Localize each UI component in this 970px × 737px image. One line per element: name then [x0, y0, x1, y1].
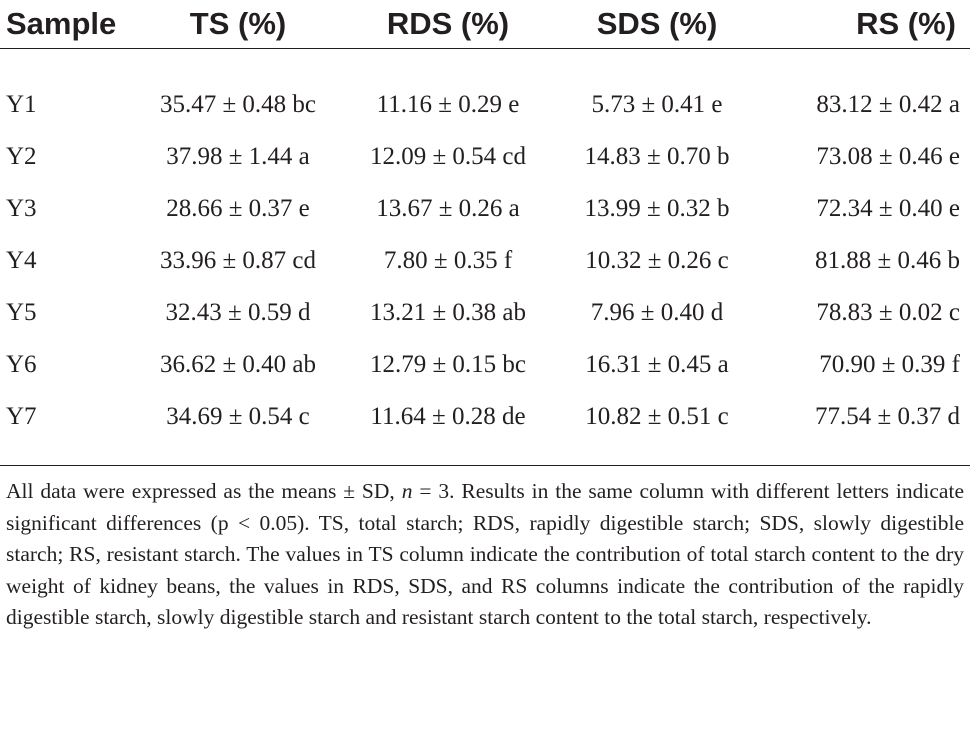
cell-rs: 73.08 ± 0.46 e	[816, 143, 960, 170]
cell-ts: 28.66 ± 0.37 e	[166, 195, 310, 222]
cell-rds: 12.09 ± 0.54 cd	[369, 143, 527, 170]
table-header	[0, 0, 970, 49]
cell-rds: 13.21 ± 0.38 ab	[369, 299, 527, 326]
header-row	[0, 0, 970, 49]
table-row	[0, 131, 970, 183]
footnote-part-1: All data were expressed as the means ± SD,	[6, 479, 402, 503]
footnote-part-2: = 3. Results in the same column with different letters indicate significant differences (p < 0.05). TS, total starch; RDS, rapidly digestible starch; SDS, slowly digestible starch; RS, resistant starch. The values in TS column indicate the contribution of total starch content to the dry weight of kidney beans, the values in RDS, SDS, and RS columns indicate the contribution of the rapidly digestible starch, slowly digestible starch and resistant starch content to the total starch, respectively.	[6, 479, 964, 629]
cell-sds: 10.82 ± 0.51 c	[585, 403, 729, 430]
cell-rs: 70.90 ± 0.39 f	[819, 351, 960, 378]
cell-sample: Y3	[6, 195, 37, 222]
cell-sample: Y7	[6, 403, 37, 430]
footnote-n-symbol: n	[401, 479, 413, 503]
bottom-spacer	[0, 443, 970, 466]
header-sample: Sample	[6, 6, 117, 41]
cell-sds: 16.31 ± 0.45 a	[585, 351, 729, 378]
cell-ts: 32.43 ± 0.59 d	[165, 299, 311, 326]
table-row	[0, 339, 970, 391]
table-row	[0, 183, 970, 235]
header-ts: TS (%)	[189, 6, 287, 41]
cell-rds: 13.67 ± 0.26 a	[376, 195, 520, 222]
cell-rds: 11.16 ± 0.29 e	[376, 91, 520, 118]
header-spacer	[0, 49, 970, 79]
cell-rs: 78.83 ± 0.02 c	[816, 299, 960, 326]
cell-sds: 14.83 ± 0.70 b	[584, 143, 730, 170]
header-sds: SDS (%)	[596, 6, 718, 41]
cell-rds: 12.79 ± 0.15 bc	[369, 351, 527, 378]
bottom-rule-line	[0, 466, 970, 467]
table-row	[0, 79, 970, 131]
cell-sample: Y2	[6, 143, 37, 170]
cell-rs: 83.12 ± 0.42 a	[816, 91, 960, 118]
table-row	[0, 287, 970, 339]
table-end-section	[0, 443, 970, 466]
cell-sample: Y1	[6, 91, 37, 118]
cell-ts: 37.98 ± 1.44 a	[166, 143, 310, 170]
cell-sds: 7.96 ± 0.40 d	[590, 299, 724, 326]
cell-rs: 72.34 ± 0.40 e	[816, 195, 960, 222]
header-rds: RDS (%)	[386, 6, 510, 41]
table-row	[0, 391, 970, 443]
cell-sds: 10.32 ± 0.26 c	[585, 247, 729, 274]
cell-sample: Y5	[6, 299, 37, 326]
cell-rds: 11.64 ± 0.28 de	[370, 403, 526, 430]
cell-rs: 81.88 ± 0.46 b	[815, 247, 960, 274]
cell-rds: 7.80 ± 0.35 f	[383, 247, 513, 274]
bottom-rule	[0, 466, 970, 467]
table-footnote	[6, 476, 964, 634]
header-rs: RS (%)	[856, 6, 956, 41]
cell-sample: Y4	[6, 247, 37, 274]
cell-sample: Y6	[6, 351, 37, 378]
table-rule-section	[0, 49, 970, 80]
table-body	[0, 79, 970, 443]
cell-rs: 77.54 ± 0.37 d	[815, 403, 960, 430]
cell-sds: 5.73 ± 0.41 e	[591, 91, 723, 118]
table-row	[0, 235, 970, 287]
cell-sds: 13.99 ± 0.32 b	[584, 195, 730, 222]
cell-ts: 33.96 ± 0.87 cd	[159, 247, 317, 274]
cell-ts: 35.47 ± 0.48 bc	[159, 91, 317, 118]
cell-ts: 34.69 ± 0.54 c	[166, 403, 310, 430]
cell-ts: 36.62 ± 0.40 ab	[159, 351, 317, 378]
